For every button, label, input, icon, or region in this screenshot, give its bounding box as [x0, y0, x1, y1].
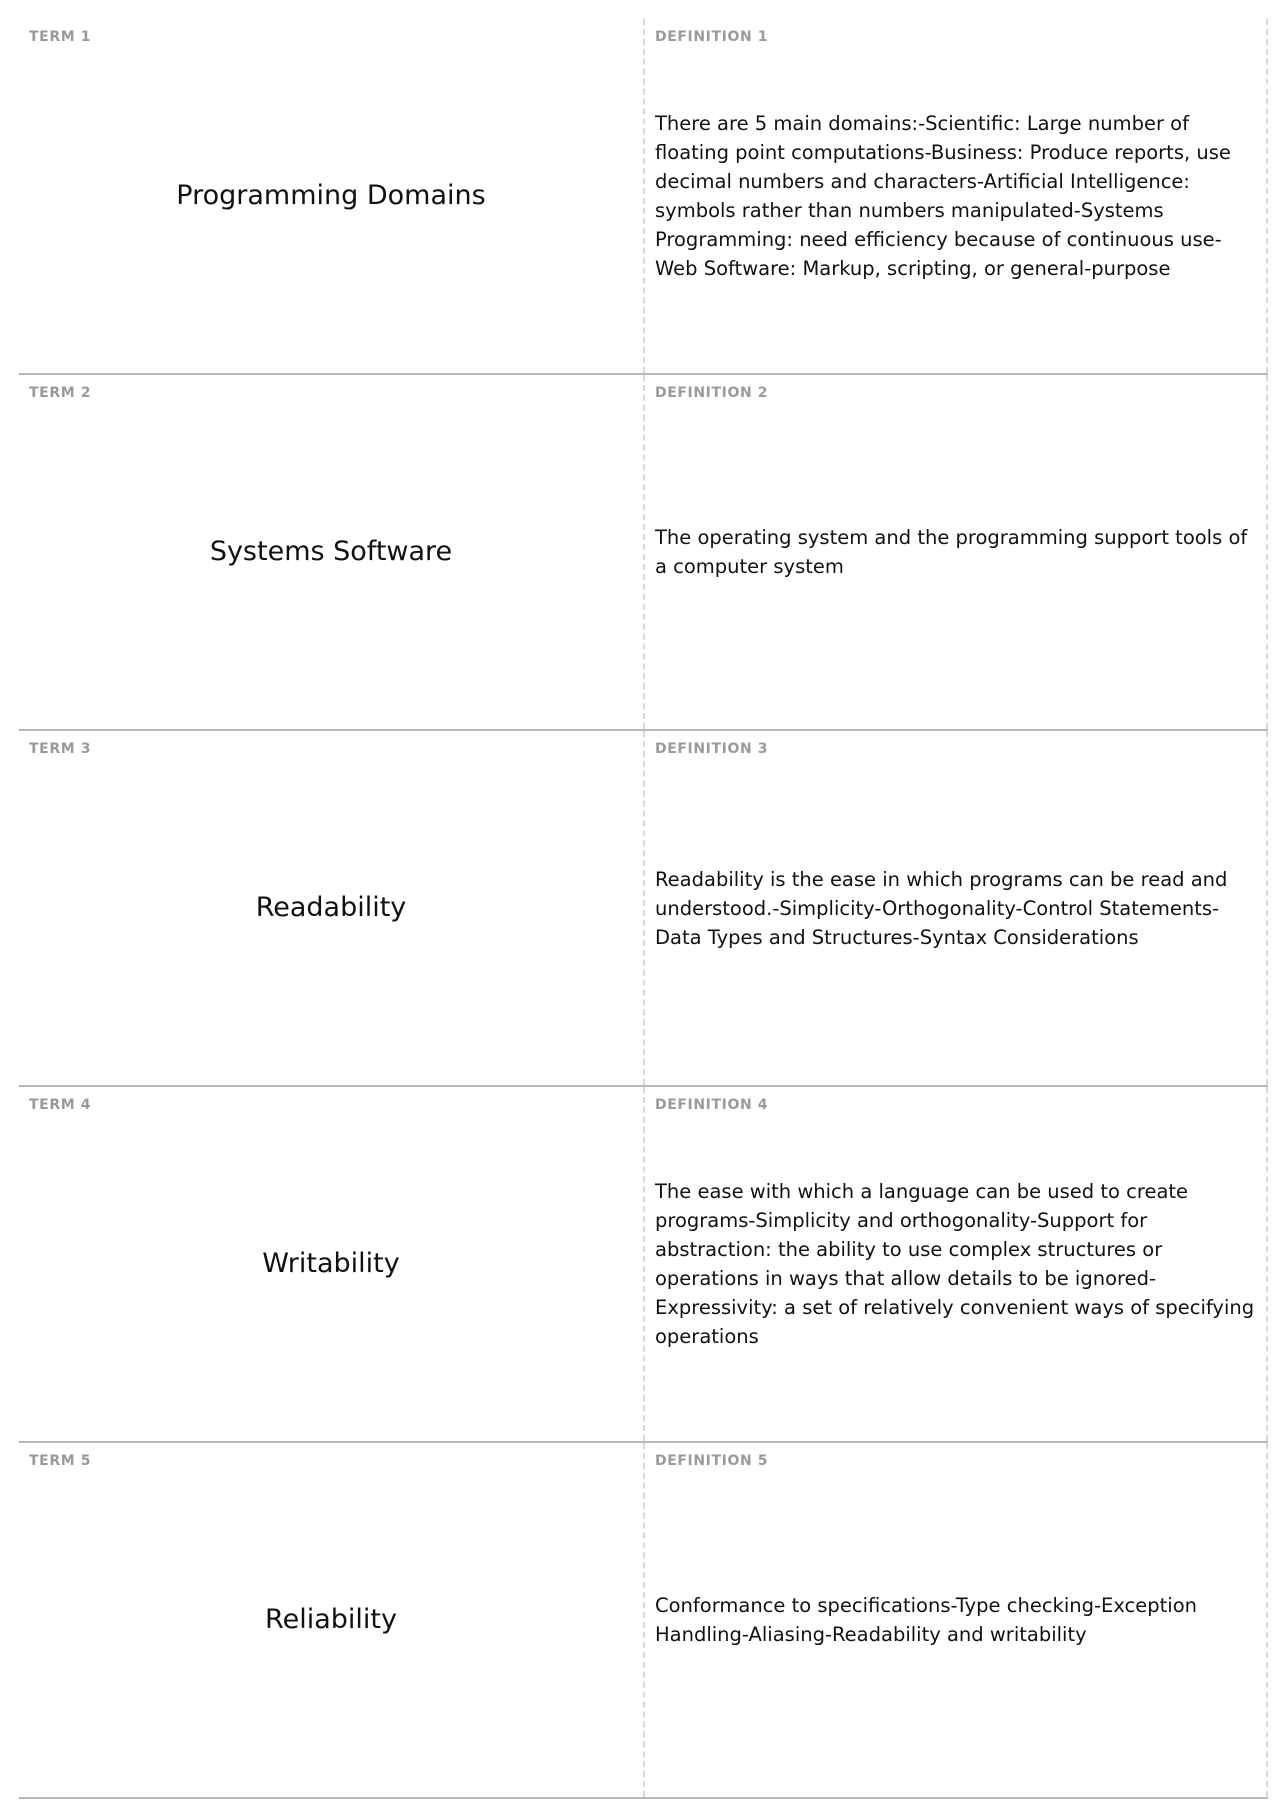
definition-value-4: The ease with which a language can be used to create programs-Simplicity and orthogonality-Support for abstraction: the ability to use complex structures or operations in ways that allow details to be ignored-Expressivity: a set of relatively convenient ways of specifying operations [655, 1180, 1255, 1348]
definition-text-2 [655, 375, 1258, 729]
term-text-2 [19, 375, 643, 729]
definition-value-5: Conformance to specifications-Type checking-Exception Handling-Aliasing-Readability and writability [655, 1594, 1197, 1646]
term-text-5 [19, 1443, 643, 1797]
flashcard-row-2 [19, 375, 1268, 731]
definition-text-3 [655, 731, 1258, 1085]
term-value-1: Programming Domains [176, 180, 486, 211]
term-value-3: Readability [255, 892, 407, 923]
term-cell-4 [19, 1087, 645, 1441]
definition-label-1: DEFINITION 1 [655, 29, 769, 45]
flashcard-sheet [19, 19, 1268, 1799]
definition-value-1: There are 5 main domains:-Scientific: Large number of floating point computations-Business: Produce reports, use decimal numbers and characters-Artificial Intelligence: symbols rather than numbers manipulated-Systems Programming: need efficiency because of continuous use-Web Software: Markup, scripting, or general-purpose [655, 112, 1231, 280]
term-label-1: TERM 1 [29, 29, 92, 45]
definition-text-4 [655, 1087, 1258, 1441]
term-cell-1 [19, 19, 645, 373]
definition-label-2: DEFINITION 2 [655, 385, 769, 401]
definition-cell-4 [645, 1087, 1268, 1441]
definition-label-4: DEFINITION 4 [655, 1097, 769, 1113]
term-cell-3 [19, 731, 645, 1085]
definition-label-3: DEFINITION 3 [655, 741, 769, 757]
definition-value-2: The operating system and the programming support tools of a computer system [655, 526, 1248, 578]
term-cell-2 [19, 375, 645, 729]
flashcard-row-1 [19, 19, 1268, 375]
term-label-3: TERM 3 [29, 741, 92, 757]
term-label-2: TERM 2 [29, 385, 92, 401]
flashcard-row-4 [19, 1087, 1268, 1443]
definition-cell-3 [645, 731, 1268, 1085]
flashcard-row-3 [19, 731, 1268, 1087]
term-value-2: Systems Software [209, 536, 453, 567]
term-text-1 [19, 19, 643, 373]
definition-cell-2 [645, 375, 1268, 729]
term-value-4: Writability [262, 1248, 400, 1279]
term-cell-5 [19, 1443, 645, 1797]
term-label-4: TERM 4 [29, 1097, 92, 1113]
definition-cell-1 [645, 19, 1268, 373]
term-text-4 [19, 1087, 643, 1441]
definition-value-3: Readability is the ease in which programs can be read and understood.-Simplicity-Orthogonality-Control Statements-Data Types and Structures-Syntax Considerations [655, 867, 1228, 949]
definition-cell-5 [645, 1443, 1268, 1797]
term-value-5: Reliability [265, 1604, 397, 1635]
definition-text-1 [655, 19, 1258, 373]
term-text-3 [19, 731, 643, 1085]
term-label-5: TERM 5 [29, 1453, 92, 1469]
definition-label-5: DEFINITION 5 [655, 1453, 769, 1469]
definition-text-5 [655, 1443, 1258, 1797]
flashcard-row-5 [19, 1443, 1268, 1799]
